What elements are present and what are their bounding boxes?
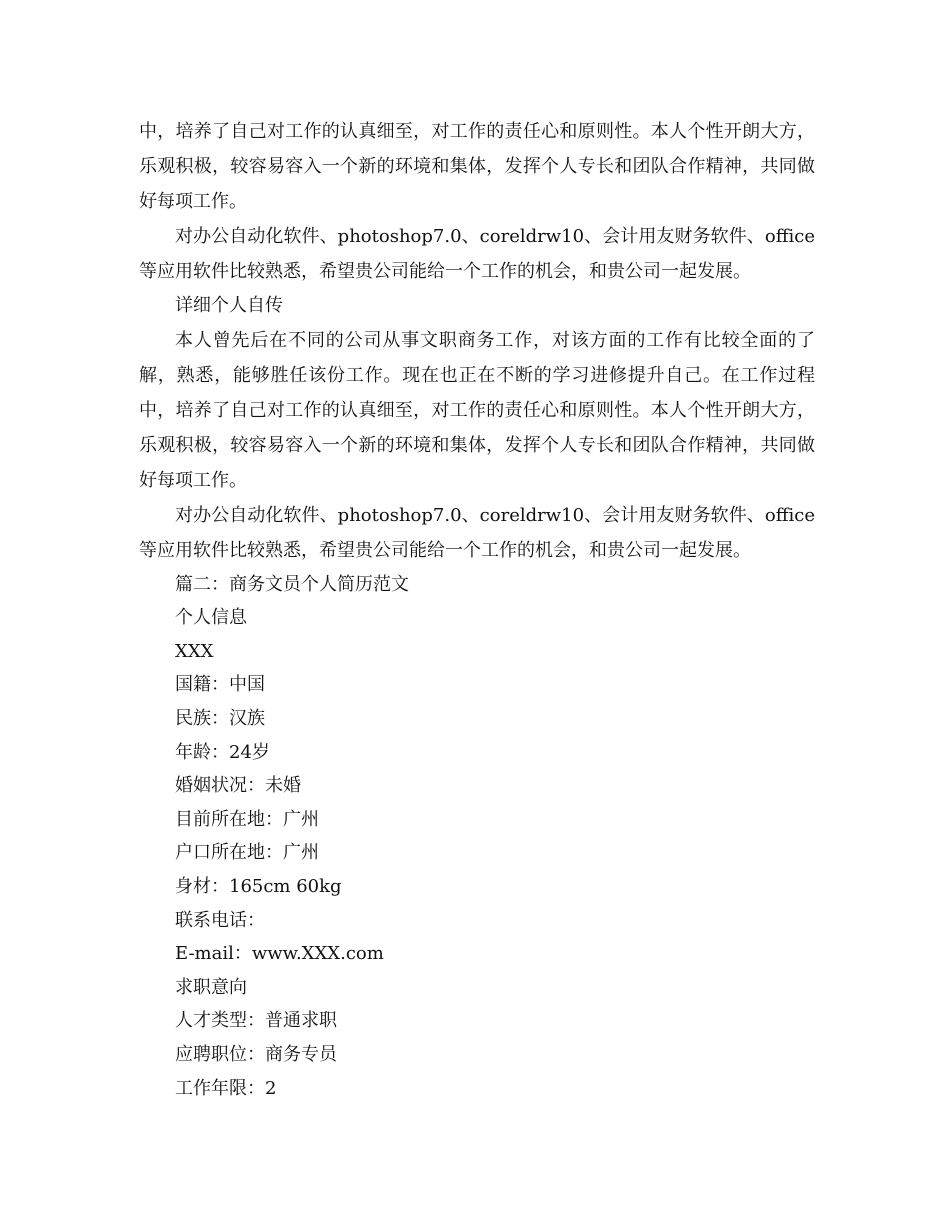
info-marital-status: 婚姻状况：未婚	[175, 775, 301, 797]
info-name: XXX	[175, 640, 214, 662]
section-heading-job-intention: 求职意向	[175, 976, 247, 998]
info-nationality: 国籍：中国	[175, 674, 265, 696]
info-hukou-location: 户口所在地：广州	[175, 842, 319, 864]
info-age: 年龄：24岁	[175, 741, 270, 763]
section-heading-part-two: 篇二：商务文员个人简历范文	[175, 573, 409, 595]
intention-talent-type: 人才类型：普通求职	[175, 1010, 337, 1032]
continued-paragraph: 中，培养了自己对工作的认真细至，对工作的责任心和原则性。本人个性开朗大方，乐观积极，较容易容入一个新的环境和集体，发挥个人专长和团队合作精神，共同做好每项工作。	[139, 121, 815, 212]
info-ethnicity: 民族：汉族	[175, 707, 265, 729]
info-email: E-mail：www.XXX.com	[175, 943, 384, 965]
info-current-location: 目前所在地：广州	[175, 808, 319, 830]
info-build: 身材：165cm 60kg	[175, 875, 342, 897]
intention-position: 应聘职位：商务专员	[175, 1043, 337, 1065]
software-skills-paragraph-repeat: 对办公自动化软件、photoshop7.0、coreldrw10、会计用友财务软件、office等应用软件比较熟悉，希望贵公司能给一个工作的机会，和贵公司一起发展。	[139, 504, 815, 561]
software-skills-paragraph: 对办公自动化软件、photoshop7.0、coreldrw10、会计用友财务软件、office等应用软件比较熟悉，希望贵公司能给一个工作的机会，和贵公司一起发展。	[139, 226, 815, 282]
document-body	[139, 114, 815, 1105]
intention-years: 工作年限：2	[175, 1077, 277, 1099]
section-heading-autobiography: 详细个人自传	[175, 295, 283, 316]
info-phone: 联系电话：	[175, 909, 265, 931]
section-heading-personal-info: 个人信息	[175, 607, 247, 629]
autobiography-paragraph: 本人曾先后在不同的公司从事文职商务工作，对该方面的工作有比较全面的了解，熟悉，能够胜任该份工作。现在也正在不断的学习进修提升自己。在工作过程中，培养了自己对工作的认真细至，对工作的责任心和原则性。本人个性开朗大方，乐观积极，较容易容入一个新的环境和集体，发挥个人专长和团队合作精神，共同做好每项工作。	[139, 329, 815, 491]
